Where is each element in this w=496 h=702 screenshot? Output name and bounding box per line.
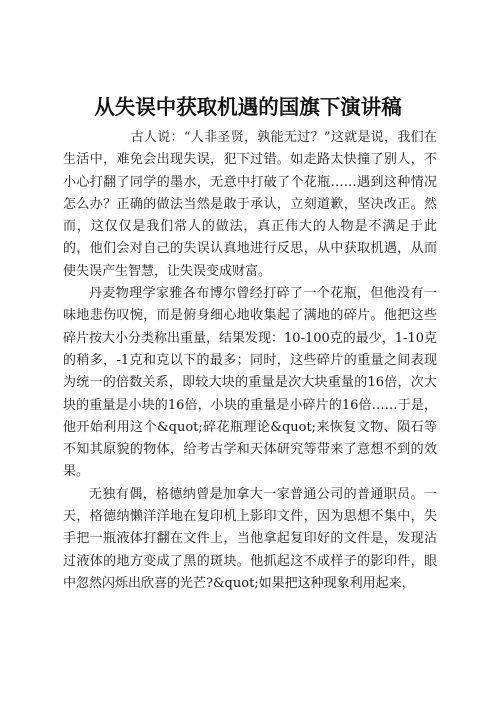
paragraph-2: 丹麦物理学家雅各布博尔曾经打碎了一个花瓶，但他没有一味地悲伤叹惋，而是俯身细心地收集起了满地的碎片。他把这些碎片按大小分类称出重量，结果发现：10-100克的最少，1-10克的稍多，-1克和克以下的最多；同时，这些碎片的重量之间表现为统一的倍数关系，即较大块的重量是次大块重量的16倍，次大块的重量是小块的16倍，小块的重量是小碎片的16倍……于是，他开始利用这个&quot;碎花瓶理论&quot;来恢复文物、陨石等不知其原貌的物体，给考古学和天体研究等带来了意想不到的效果。 (63, 286, 437, 480)
document-title: 从失误中获取机遇的国旗下演讲稿 (94, 95, 402, 119)
paragraph-3: 无独有偶，格德纳曾是加拿大一家普通公司的普通职员。一天，格德纳懒洋洋地在复印机上影印文件，因为思想不集中，失手把一瓶液体打翻在文件上，当他拿起复印好的文件是，发现沾过液体的地方变成了黑的斑块。他抓起这不成样子的影印件，眼中忽然闪烁出欣喜的光芒?&quot;如果把这种现象利用起来， (63, 486, 437, 591)
document-body (63, 127, 437, 595)
paragraph-1: 古人说：“人非圣贤，孰能无过？”这就是说，我们在生活中，难免会出现失误，犯下过错。如走路太快撞了别人，不小心打翻了同学的墨水，无意中打破了个花瓶……遇到这种情况怎么办？正确的做法当然是敢于承认，立刻道歉，坚决改正。然而，这仅仅是我们常人的做法，真正伟大的人物是不满足于此的，他们会对自己的失误认真地进行反思，从中获取机遇，从而使失误产生智慧，让失误变成财富。 (63, 130, 437, 279)
